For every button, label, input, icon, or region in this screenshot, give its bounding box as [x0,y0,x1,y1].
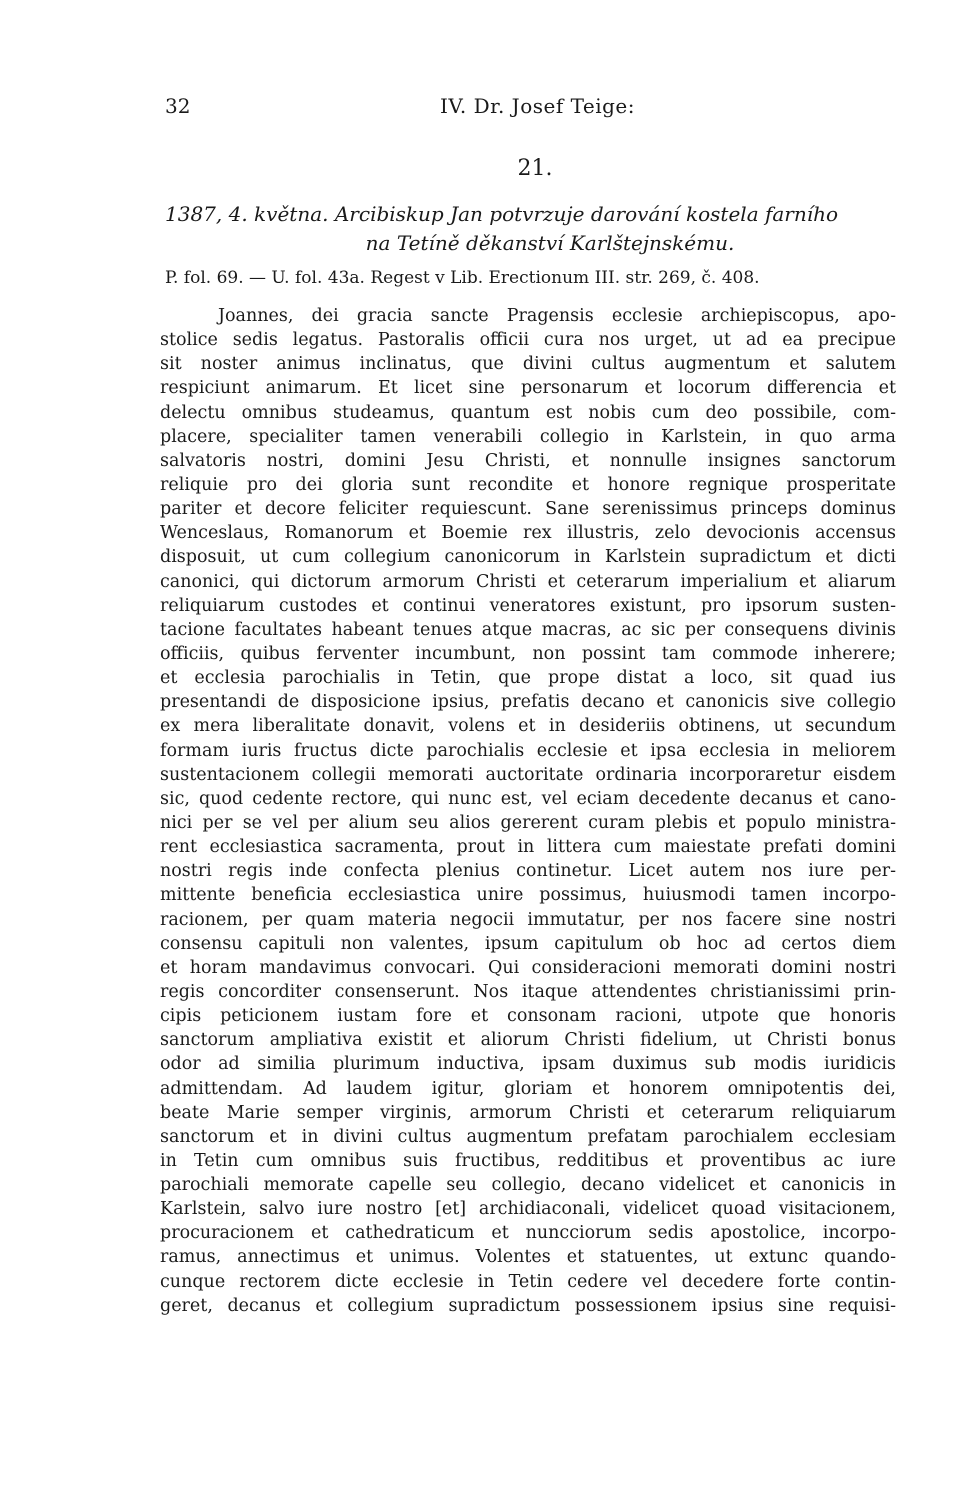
text-line: officiis, quibus ferventer incumbunt, non possint tam commode inherere; [160,643,896,664]
document-number: 21. [517,156,553,181]
text-line: pariter et decore feliciter requiescunt. Sane serenissimus princeps dominus [160,499,896,520]
text-line: rent ecclesiastica sacramenta, prout in littera cum maiestate prefati domini [160,837,896,858]
text-line: mittente beneficia ecclesiastica unire possimus, huiusmodi tamen incorpo- [160,885,896,906]
text-line: et horam mandavimus convocari. Qui consideracioni memorati domini nostri [160,957,896,978]
text-line: sanctorum ampliativa existit et aliorum Christi fidelium, ut Christi bonus [160,1030,896,1051]
text-line: consensu capituli non valentes, ipsum capitulum ob hoc ad certos diem [160,933,896,954]
text-line: Wenceslaus, Romanorum et Boemie rex illustris, zelo devocionis accensus [160,523,896,544]
page-number: 32 [165,94,191,118]
text-line: parochiali memorate capelle seu collegio, decano videlicet et canonicis in [160,1175,896,1196]
text-line: disposuit, ut cum collegium canonicorum in Karlstein supradictum et dicti [160,547,896,568]
text-line: sic, quod cedente rectore, qui nunc est, vel eciam decedente decanus et cano- [160,788,896,809]
text-line: odor ad similia plurimum inductiva, ipsam duximus sub modis iuridicis [160,1054,896,1075]
text-line: reliquiarum custodes et continui veneratores existunt, pro ipsorum susten- [160,595,896,616]
text-line: cunque rectorem dicte ecclesie in Tetin cedere vel decedere forte contin- [160,1271,896,1292]
text-line: sanctorum et in divini cultus augmentum prefatam parochialem ecclesiam [160,1126,896,1147]
text-line: placere, specialiter tamen venerabili collegio in Karlstein, in quo arma [160,426,896,447]
text-line: cipis peticionem iustam fore et consonam racioni, utpote que honoris [160,1006,896,1027]
source-references: P. fol. 69. — U. fol. 43a. Regest v Lib. Erectionum III. str. 269, č. 408. [165,268,760,288]
text-line: et ecclesia parochialis in Tetin, que prope distat a loco, sit quad ius [160,668,896,689]
charter-text [160,304,896,1318]
text-line: delectu omnibus studeamus, quantum est nobis cum deo possibile, com- [160,402,896,423]
text-line: geret, decanus et collegium supradictum possessionem ipsius sine requisi- [160,1295,896,1316]
running-head: IV. Dr. Josef Teige: [440,94,635,118]
text-line: beate Marie semper virginis, armorum Christi et ceterarum reliquiarum [160,1102,896,1123]
text-line: tacione facultates habeant tenues atque macras, ac sic per consequens divinis [160,619,896,640]
text-line: Joannes, dei gracia sancte Pragensis ecclesie archiepiscopus, apo- [218,306,896,326]
document-rubric [165,200,895,258]
text-line: sustentacionem collegii memorati auctoritate ordinaria incorporaretur eisdem [160,764,896,785]
text-line: ramus, annectimus et unimus. Volentes et statuentes, ut extunc quando- [160,1247,896,1268]
text-line: ex mera liberalitate donavit, volens et in desideriis obtinens, ut secundum [160,716,896,737]
page-header [165,94,895,126]
text-line: formam iuris fructus dicte parochialis ecclesie et ipsa ecclesia in meliorem [160,740,896,761]
text-line: reliquie pro dei gloria sunt recondite et honore regnique prosperitate [160,474,896,495]
text-line: nici per se vel per alium seu alios gererent curam plebis et populo ministra- [160,812,896,833]
text-line: regis concorditer consenserunt. Nos itaque attendentes christianissimi prin- [160,981,896,1002]
text-line: respiciunt animarum. Et licet sine personarum et locorum differencia et [160,378,896,399]
text-line: Karlstein, salvo iure nostro [et] archidiaconali, videlicet quoad visitacionem, [160,1199,896,1220]
text-line: in Tetin cum omnibus suis fructibus, redditibus et proventibus ac iure [160,1150,896,1171]
text-line: racionem, per quam materia negocii immutatur, per nos facere sine nostri [160,909,896,930]
text-line: procuracionem et cathedraticum et nuncciorum sedis apostolice, incorpo- [160,1223,896,1244]
text-line: nostri regis inde confecta plenius continetur. Licet autem nos iure per- [160,861,896,882]
rubric-line: 1387, 4. května. Arcibiskup Jan potvrzuje darování kostela farního [165,202,839,226]
text-line: presentandi de disposicione ipsius, prefatis decano et canonicis sive collegio [160,692,896,713]
text-line: sit noster animus inclinatus, que divini cultus augmentum et salutem [160,354,896,375]
text-line: stolice sedis legatus. Pastoralis officii cura nos urget, ut ad ea precipue [160,330,896,351]
rubric-line: na Tetíně děkanství Karlštejnskému. [365,231,735,255]
text-line: salvatoris nostri, domini Jesu Christi, et nonnulle insignes sanctorum [160,450,896,471]
text-line: admittendam. Ad laudem igitur, gloriam et honorem omnipotentis dei, [160,1078,896,1099]
text-line: canonici, qui dictorum armorum Christi et ceterarum imperialium et aliarum [160,571,896,592]
